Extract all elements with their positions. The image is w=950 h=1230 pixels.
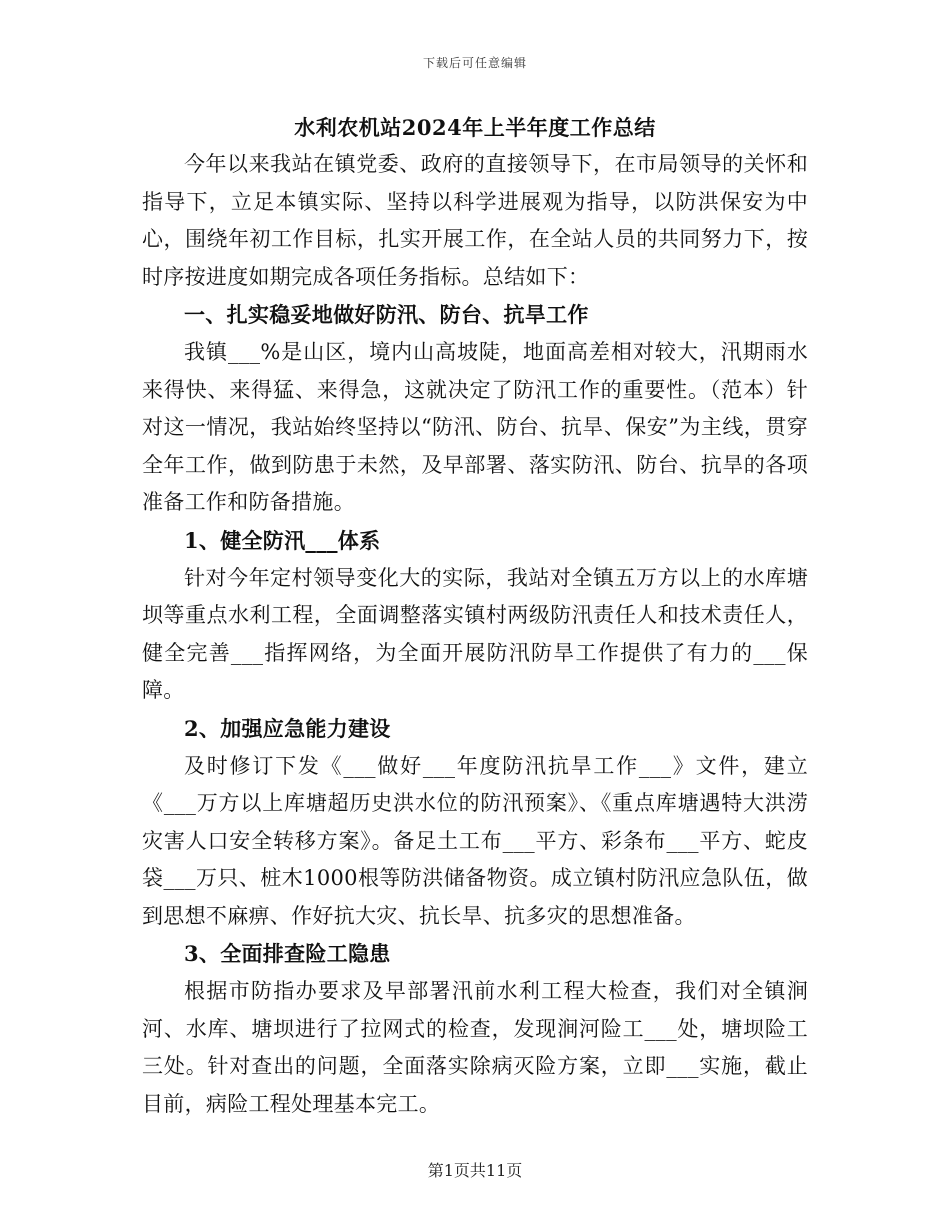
header-note: 下载后可任意编辑 — [422, 56, 527, 70]
section-1-paragraph: 我镇___%是山区，境内山高坡陡，地面高差相对较大，汛期雨水来得快、来得猛、来得急，这就决定了防汛工作的重要性。（范本）针对这一情况，我站始终坚持以“防汛、防台、抗旱、保安”为主线，贯穿全年工作，做到防患于未然，及早部署、落实防汛、防台、抗旱的各项准备工作和防备措施。 — [142, 339, 808, 515]
document-title: 水利农机站2024年上半年度工作总结 — [294, 115, 656, 140]
subsection-2-heading: 2、加强应急能力建设 — [184, 715, 391, 741]
subsection-1-paragraph: 针对今年定村领导变化大的实际，我站对全镇五万方以上的水库塘坝等重点水利工程，全面调整落实镇村两级防汛责任人和技术责任人，健全完善___指挥网络，为全面开展防汛防旱工作提供了有力的___保障。 — [142, 565, 808, 703]
subsection-3-heading: 3、全面排查险工隐患 — [184, 941, 391, 967]
subsection-3-paragraph: 根据市防指办要求及早部署汛前水利工程大检查，我们对全镇涧河、水库、塘坝进行了拉网式的检查，发现涧河险工___处，塘坝险工三处。针对查出的问题，全面落实除病灭险方案，立即___实施，截止目前，病险工程处理基本完工。 — [142, 979, 808, 1116]
subsection-1-heading: 1、健全防汛___体系 — [184, 527, 381, 553]
section-1-heading: 一、扎实稳妥地做好防汛、防台、抗旱工作 — [184, 302, 589, 328]
page-number: 第1页共11页 — [427, 1161, 523, 1180]
document-body — [142, 110, 808, 1123]
intro-paragraph: 今年以来我站在镇党委、政府的直接领导下，在市局领导的关怀和指导下，立足本镇实际、坚持以科学进展观为指导，以防洪保安为中心，围绕年初工作目标，扎实开展工作，在全站人员的共同努力下，按时序按进度如期完成各项任务指标。总结如下： — [142, 152, 808, 289]
subsection-2-paragraph: 及时修订下发《___做好___年度防汛抗旱工作___》文件，建立《___万方以上库塘超历史洪水位的防汛预案》、《重点库塘遇特大洪涝灾害人口安全转移方案》。备足土工布___平方、彩条布___平方、蛇皮袋___万只、桩木1000根等防洪储备物资。成立镇村防汛应急队伍，做到思想不麻痹、作好抗大灾、抗长旱、抗多灾的思想准备。 — [142, 753, 808, 928]
